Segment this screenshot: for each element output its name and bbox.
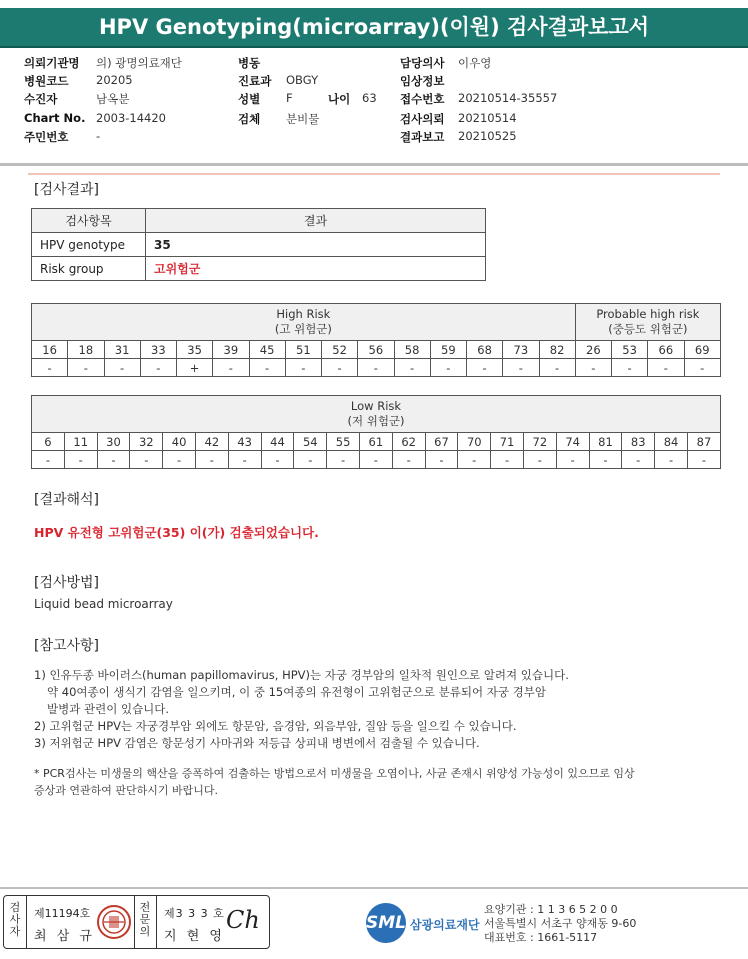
note-2: 2) 고위험군 HPV는 자궁경부암 외에도 항문암, 음경암, 외음부암, 질암 등을 일으킬 수 있습니다. [34, 719, 517, 733]
footnote-line: * PCR검사는 미생물의 핵산을 증폭하여 검출하는 방법으로서 미생물을 오염이나, 사균 존재시 위양성 가능성이 있으므로 임상 [34, 767, 635, 780]
genotype-type-cell: 30 [97, 433, 130, 451]
note-3: 3) 저위험군 HPV 감염은 항문성기 사마귀와 저등급 상피내 병변에서 검출될 수 있습니다. [34, 736, 480, 750]
section-method-heading: [검사방법] [34, 575, 100, 591]
request-label: 검사의뢰 [400, 112, 445, 126]
genotype-type-cell: 53 [612, 341, 648, 359]
high-risk-title: High Risk [276, 307, 331, 321]
genotype-type-cell: 56 [358, 341, 394, 359]
sex-value: F [286, 91, 293, 105]
chart-label: Chart No. [24, 111, 86, 125]
genotype-type-cell: 52 [322, 341, 358, 359]
genotype-type-cell: 82 [539, 341, 575, 359]
org-info [484, 903, 636, 945]
report-title: HPV Genotyping(microarray)(이원) 검사결과보고서 [0, 8, 748, 48]
sex-label: 성별 [238, 92, 261, 106]
resident-label: 주민번호 [24, 130, 69, 144]
org-code: 요양기관 : 1 1 3 6 5 2 0 0 [484, 903, 618, 916]
genotype-type-cell: 81 [589, 433, 622, 451]
genotype-result-cell: - [163, 451, 196, 469]
genotype-type-cell: 72 [523, 433, 556, 451]
doctor-value: 이우영 [458, 56, 492, 70]
genotype-type-cell: 67 [425, 433, 458, 451]
specialist-license: 제3 3 3 호 [164, 907, 225, 920]
ward-label: 병동 [238, 56, 261, 70]
genotype-type-cell: 74 [556, 433, 589, 451]
genotype-type-cell: 71 [491, 433, 524, 451]
specialist-name: 지 현 영 [164, 929, 225, 944]
request-value: 20210514 [458, 111, 517, 125]
divider [156, 896, 157, 948]
dept-value: OBGY [286, 73, 319, 87]
col-result-header: 결과 [146, 209, 486, 233]
specialist-label: 전문의 [139, 901, 151, 938]
low-risk-subtitle: (저 위험군) [347, 414, 405, 428]
receipt-label: 접수번호 [400, 92, 445, 106]
footnote-line: 증상과 연관하여 판단하시기 바랍니다. [34, 784, 219, 797]
examiner-name: 최 삼 규 [34, 929, 95, 944]
genotype-type-cell: 73 [503, 341, 539, 359]
notes-list [34, 667, 569, 752]
genotype-type-cell: 43 [228, 433, 261, 451]
genotype-type-cell: 18 [68, 341, 104, 359]
genotype-type-cell: 59 [430, 341, 466, 359]
examiner-license: 제11194호 [34, 907, 91, 920]
age-value: 63 [362, 91, 377, 105]
age-label: 나이 [328, 92, 351, 106]
high-risk-header [32, 304, 576, 341]
genotype-type-cell: 39 [213, 341, 249, 359]
genotype-type-cell: 69 [684, 341, 721, 359]
genotype-result-cell: - [648, 359, 684, 377]
genotype-type-cell: 42 [195, 433, 228, 451]
genotype-result-cell: - [213, 359, 249, 377]
recipient-value: 남옥분 [96, 92, 130, 106]
genotype-result-cell: - [589, 451, 622, 469]
genotype-result-cell: - [575, 359, 611, 377]
genotype-result-cell: - [556, 451, 589, 469]
genotype-type-cell: 55 [327, 433, 360, 451]
genotype-type-cell: 51 [285, 341, 321, 359]
logo-text: SML [366, 913, 406, 933]
method-text: Liquid bead microarray [34, 597, 173, 611]
genotype-result-cell: - [64, 451, 97, 469]
genotype-result-cell: - [322, 359, 358, 377]
genotype-type-cell: 68 [467, 341, 503, 359]
genotype-result-cell: - [261, 451, 294, 469]
signature: Ch [226, 906, 260, 934]
genotype-type-cell: 61 [359, 433, 392, 451]
genotype-result-cell: - [285, 359, 321, 377]
low-risk-title: Low Risk [350, 399, 402, 413]
section-interpretation-heading: [결과해석] [34, 492, 100, 508]
col-item-header: 검사항목 [32, 209, 146, 233]
genotype-result-cell: - [195, 451, 228, 469]
report-date-value: 20210525 [458, 129, 517, 143]
genotype-type-cell: 35 [177, 341, 213, 359]
genotype-type-cell: 87 [687, 433, 720, 451]
genotype-type-cell: 54 [294, 433, 327, 451]
genotype-type-cell: 58 [394, 341, 430, 359]
divider [28, 173, 720, 175]
org-name: 삼광의료재단 [410, 918, 480, 932]
genotype-result-cell: + [177, 359, 213, 377]
genotype-result-cell: - [32, 359, 68, 377]
divider [26, 896, 27, 948]
section-notes-heading: [참고사항] [34, 638, 100, 654]
genotype-result-cell: - [104, 359, 140, 377]
genotype-type-cell: 26 [575, 341, 611, 359]
genotype-result-cell: - [523, 451, 556, 469]
note-1-cont: 발병과 관련이 있습니다. [47, 702, 170, 716]
genotype-result-cell: - [228, 451, 261, 469]
genotype-type-cell: 83 [622, 433, 655, 451]
doctor-label: 담당의사 [400, 56, 445, 70]
genotype-result-cell: - [32, 451, 65, 469]
genotype-type-cell: 16 [32, 341, 68, 359]
recipient-label: 수진자 [24, 92, 58, 106]
genotype-type-cell: 33 [140, 341, 176, 359]
genotype-type-cell: 40 [163, 433, 196, 451]
dept-label: 진료과 [238, 74, 272, 88]
note-1-cont: 약 40여종이 생식기 감염을 일으키며, 이 중 15여종의 유전형이 고위험군으로 분류되어 자궁 경부암 [47, 685, 546, 699]
genotype-result-cell: - [425, 451, 458, 469]
genotype-result-cell: - [467, 359, 503, 377]
row-genotype-value: 35 [146, 233, 486, 257]
genotype-result-cell: - [539, 359, 575, 377]
high-risk-table [31, 303, 721, 377]
clinical-label: 임상정보 [400, 74, 445, 88]
specimen-value: 분비물 [286, 112, 320, 126]
genotype-type-cell: 11 [64, 433, 97, 451]
org-phone: 대표번호 : 1661-5117 [484, 931, 598, 944]
hospital-code-label: 병원코드 [24, 74, 69, 88]
genotype-result-cell: - [140, 359, 176, 377]
signature-box [3, 895, 270, 949]
genotype-type-cell: 44 [261, 433, 294, 451]
examiner-label: 검사자 [9, 901, 21, 938]
genotype-result-cell: - [294, 451, 327, 469]
org-address: 서울특별시 서초구 양재동 9-60 [484, 917, 637, 930]
report-date-label: 결과보고 [400, 130, 445, 144]
genotype-type-cell: 6 [32, 433, 65, 451]
chart-value: 2003-14420 [96, 111, 166, 125]
genotype-type-cell: 32 [130, 433, 163, 451]
genotype-type-cell: 45 [249, 341, 285, 359]
genotype-result-cell: - [392, 451, 425, 469]
genotype-result-cell: - [458, 451, 491, 469]
divider [0, 163, 748, 166]
row-risk-label: Risk group [32, 257, 146, 281]
genotype-result-cell: - [684, 359, 721, 377]
genotype-type-cell: 66 [648, 341, 684, 359]
low-risk-table [31, 395, 721, 469]
genotype-type-cell: 62 [392, 433, 425, 451]
row-risk-value: 고위험군 [146, 257, 486, 281]
hospital-code-value: 20205 [96, 73, 133, 87]
genotype-result-cell: - [491, 451, 524, 469]
genotype-result-cell: - [249, 359, 285, 377]
genotype-result-cell: - [358, 359, 394, 377]
genotype-result-cell: - [359, 451, 392, 469]
result-table [31, 208, 486, 281]
institution-value: 의) 광명의료재단 [96, 56, 182, 70]
footnote [34, 765, 714, 799]
genotype-result-cell: - [655, 451, 688, 469]
note-1: 1) 인유두종 바이러스(human papillomavirus, HPV)는 자궁 경부암의 일차적 원인으로 알려져 있습니다. [34, 668, 569, 682]
genotype-result-cell: - [430, 359, 466, 377]
specimen-label: 검체 [238, 112, 261, 126]
genotype-result-cell: - [622, 451, 655, 469]
high-risk-subtitle: (고 위험군) [274, 322, 332, 336]
interpretation-text: HPV 유전형 고위험군(35) 이(가) 검출되었습니다. [34, 525, 319, 540]
section-result-heading: [검사결과] [34, 182, 100, 198]
genotype-result-cell: - [394, 359, 430, 377]
divider [134, 896, 135, 948]
examiner-seal-icon [96, 904, 132, 940]
low-risk-header [32, 396, 721, 433]
resident-value: - [96, 129, 101, 143]
genotype-type-cell: 84 [655, 433, 688, 451]
genotype-type-cell: 70 [458, 433, 491, 451]
genotype-result-cell: - [612, 359, 648, 377]
probable-risk-subtitle: (중등도 위험군) [608, 322, 688, 336]
genotype-result-cell: - [97, 451, 130, 469]
receipt-value: 20210514-35557 [458, 91, 558, 105]
genotype-result-cell: - [503, 359, 539, 377]
row-genotype-label: HPV genotype [32, 233, 146, 257]
probable-risk-title: Probable high risk [596, 307, 700, 321]
genotype-result-cell: - [687, 451, 720, 469]
probable-risk-header [575, 304, 720, 341]
institution-label: 의뢰기관명 [24, 56, 80, 70]
footer-divider [0, 887, 748, 889]
genotype-type-cell: 31 [104, 341, 140, 359]
genotype-result-cell: - [130, 451, 163, 469]
genotype-result-cell: - [327, 451, 360, 469]
genotype-result-cell: - [68, 359, 104, 377]
